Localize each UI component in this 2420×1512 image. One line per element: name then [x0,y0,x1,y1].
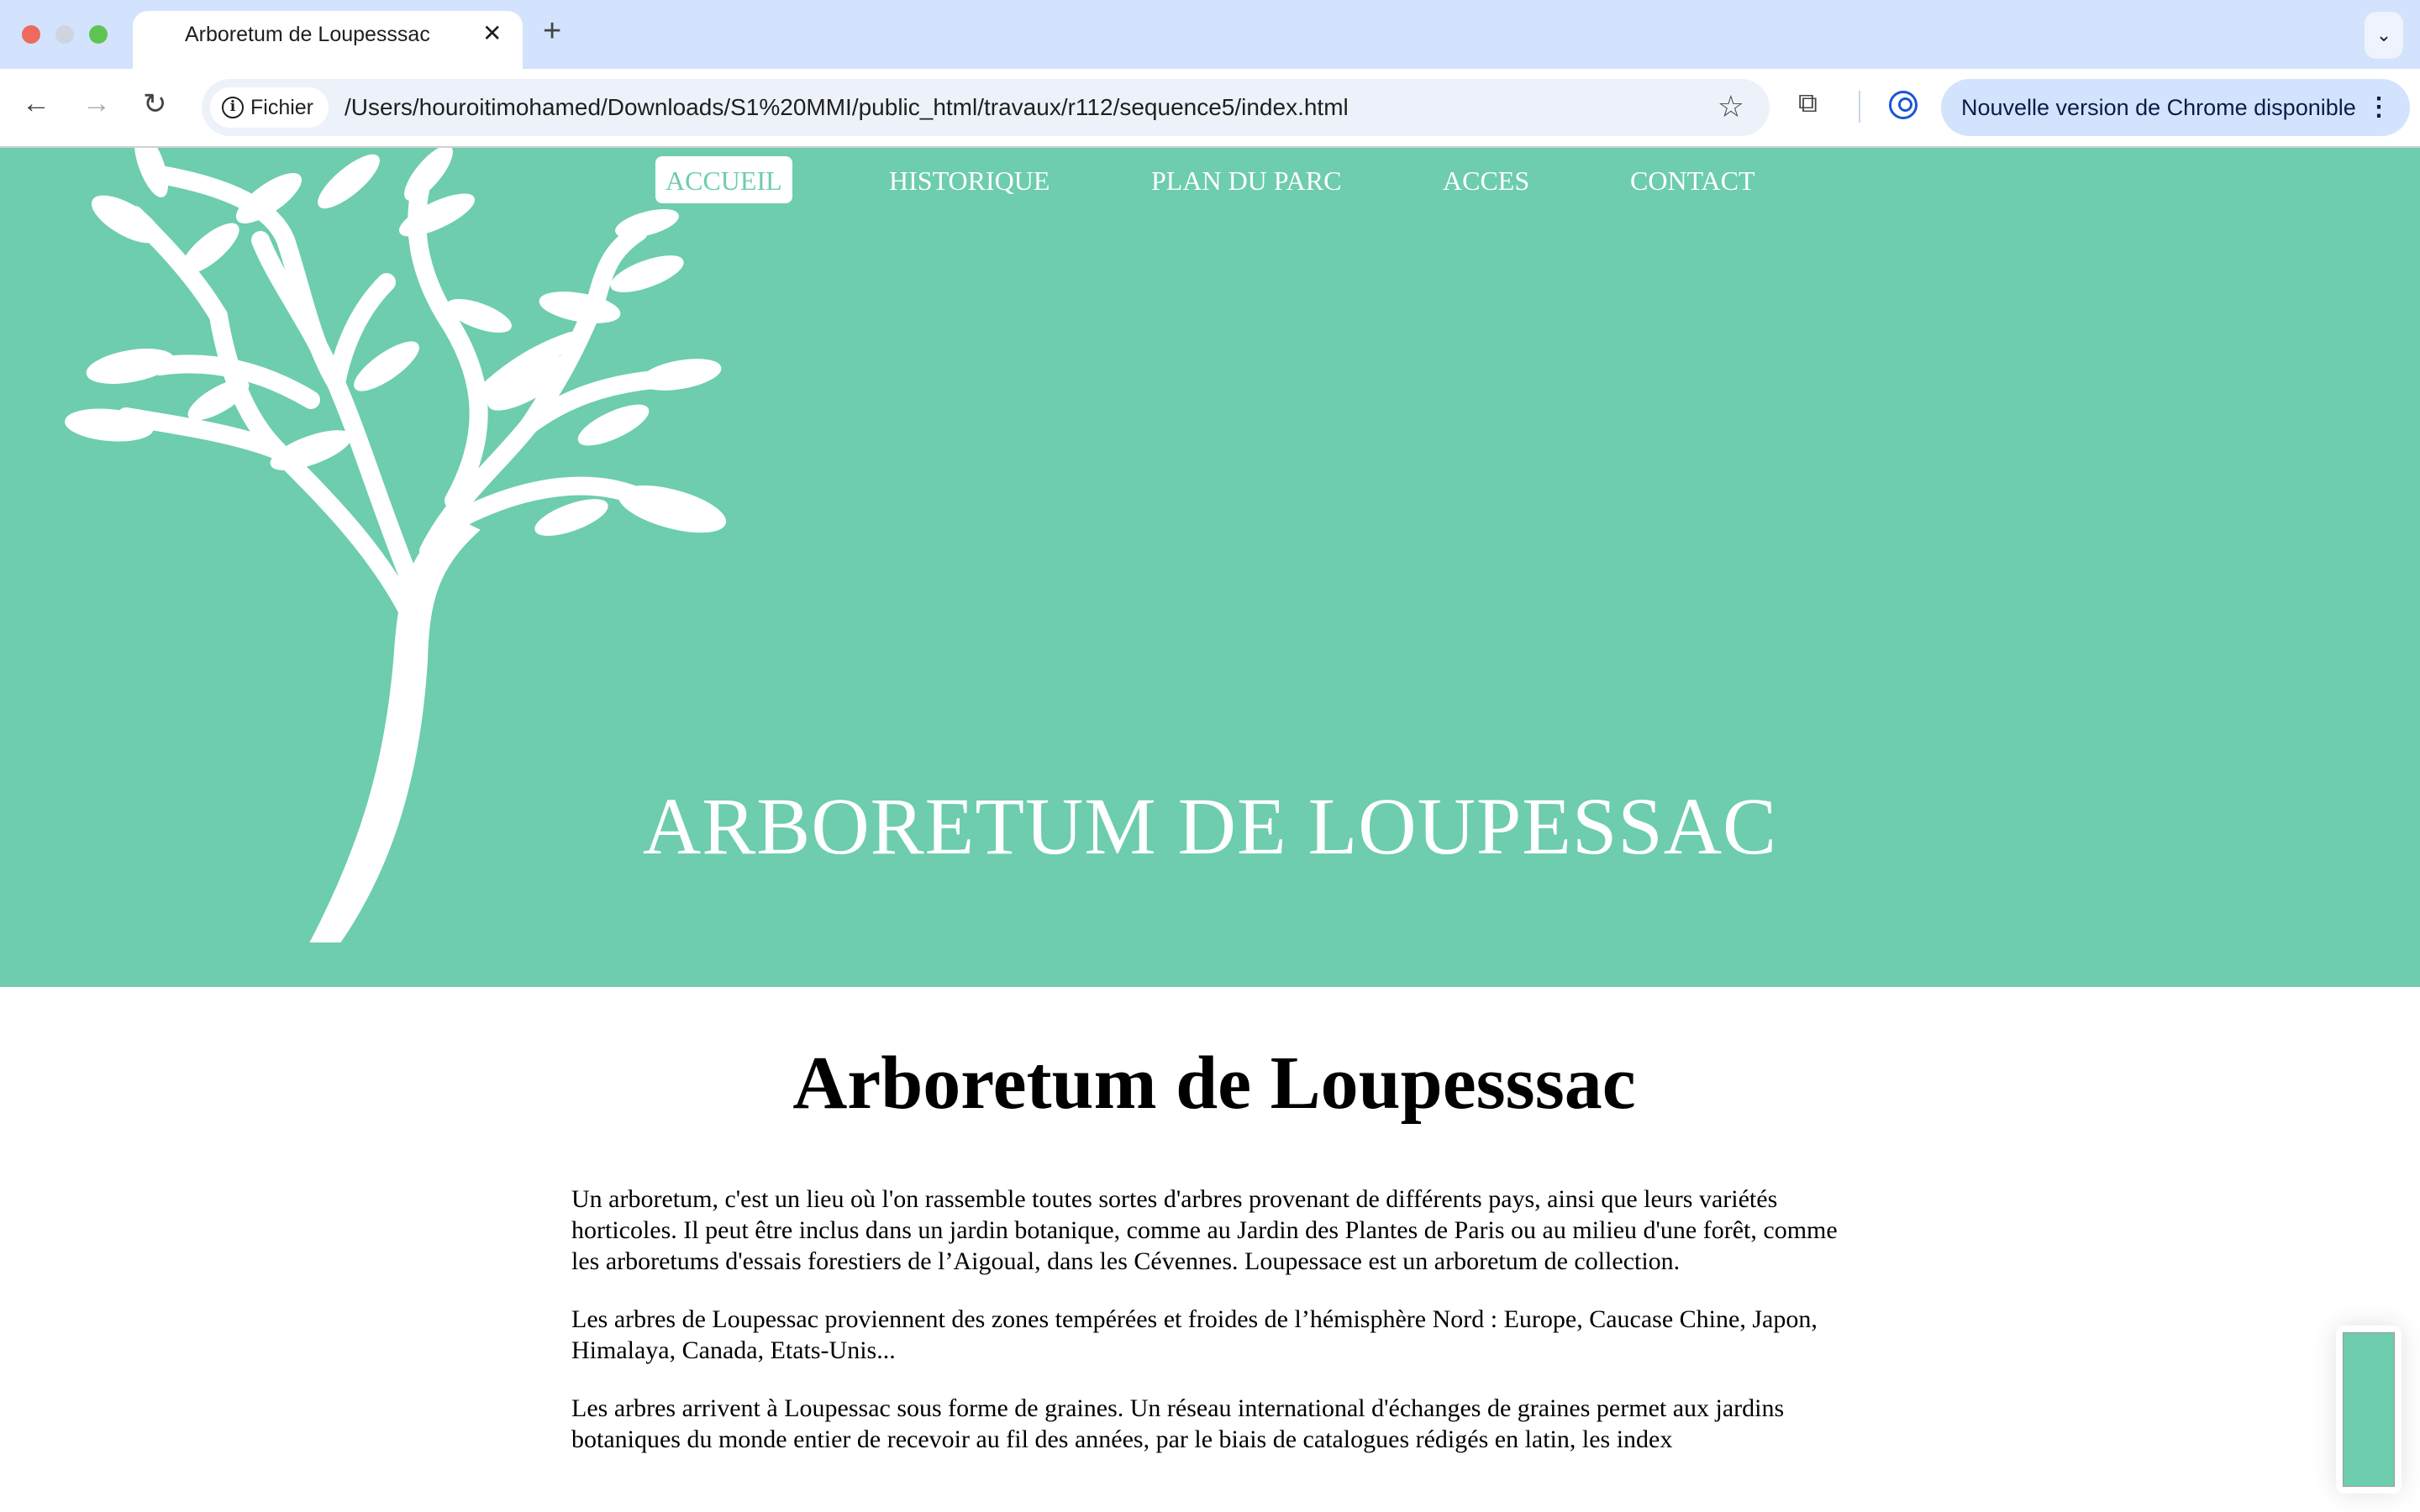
close-icon[interactable]: ✕ [482,20,502,46]
widget-fill [2343,1332,2395,1487]
extensions-icon[interactable]: ⧉ [1798,87,1818,118]
main-nav [0,156,2420,207]
reload-icon[interactable]: ↻ [143,88,167,120]
minimize-window-button[interactable] [55,25,74,44]
update-chrome-button[interactable] [1941,79,2410,136]
back-icon[interactable]: ← [22,87,50,119]
main-content [571,1040,1857,1482]
floating-scroll-widget[interactable] [2336,1326,2402,1494]
paragraph: Un arboretum, c'est un lieu où l'on rassemble toutes sortes d'arbres provenant de différents pays, ainsi que leurs variétés horticoles. Il peut être inclus dans un jardin botanique, comme au Jardin des Plantes de Paris ou au milieu d'une forêt, comme les arboretums d'essais forestiers de l’Aigoual, dans les Cévennes. Loupessace est un arboretum de collection. [571,1185,1838,1275]
forward-icon[interactable]: → [82,87,111,119]
toolbar [0,69,2420,148]
paragraph: Les arbres de Loupessac proviennent des zones tempérées et froides de l’hémisphère Nord : Europe, Caucase Chine, Japon, Himalaya, Canada, Etats-Unis... [571,1305,1818,1364]
maximize-window-button[interactable] [89,25,108,44]
bookmark-star-icon[interactable]: ☆ [1717,89,1744,123]
profile-icon[interactable] [1889,91,1918,119]
nav-acces[interactable]: ACCES [1443,165,1530,196]
nav-accueil[interactable]: ACCUEIL [655,156,792,203]
tab-active[interactable] [133,11,523,69]
hero-banner [0,148,2420,987]
tab-bar [0,0,2420,69]
kebab-menu-icon[interactable]: ⋮ [2366,93,2391,121]
divider [1859,91,1860,123]
nav-historique[interactable]: HISTORIQUE [889,165,1050,196]
page-title: Arboretum de Loupesssac [792,1042,1636,1125]
tab-title: Arboretum de Loupesssac [185,23,430,46]
window-controls [22,25,108,44]
close-window-button[interactable] [22,25,40,44]
hero-title: ARBORETUM DE LOUPESSAC [642,781,1778,871]
address-bar[interactable] [202,79,1770,136]
paragraph: Les arbres arrivent à Loupessac sous forme de graines. Un réseau international d'échanges de graines permet aux jardins botaniques du monde entier de recevoir au fil des années, par le biais de catalogues rédigés en latin, les index [571,1394,1785,1453]
tab-search-button[interactable]: ⌄ [2365,12,2403,59]
update-label: Nouvelle version de Chrome disponible [1961,95,2356,120]
chip-label: Fichier [250,95,314,119]
nav-plan-du-parc[interactable]: PLAN DU PARC [1151,165,1342,196]
site-info-chip[interactable] [210,87,329,128]
new-tab-button[interactable]: + [543,13,562,49]
info-icon: i [222,97,244,118]
url-text[interactable]: /Users/houroitimohamed/Downloads/S1%20MMI/public_html/travaux/r112/sequence5/index.html [345,94,1349,120]
nav-contact[interactable]: CONTACT [1630,165,1755,196]
